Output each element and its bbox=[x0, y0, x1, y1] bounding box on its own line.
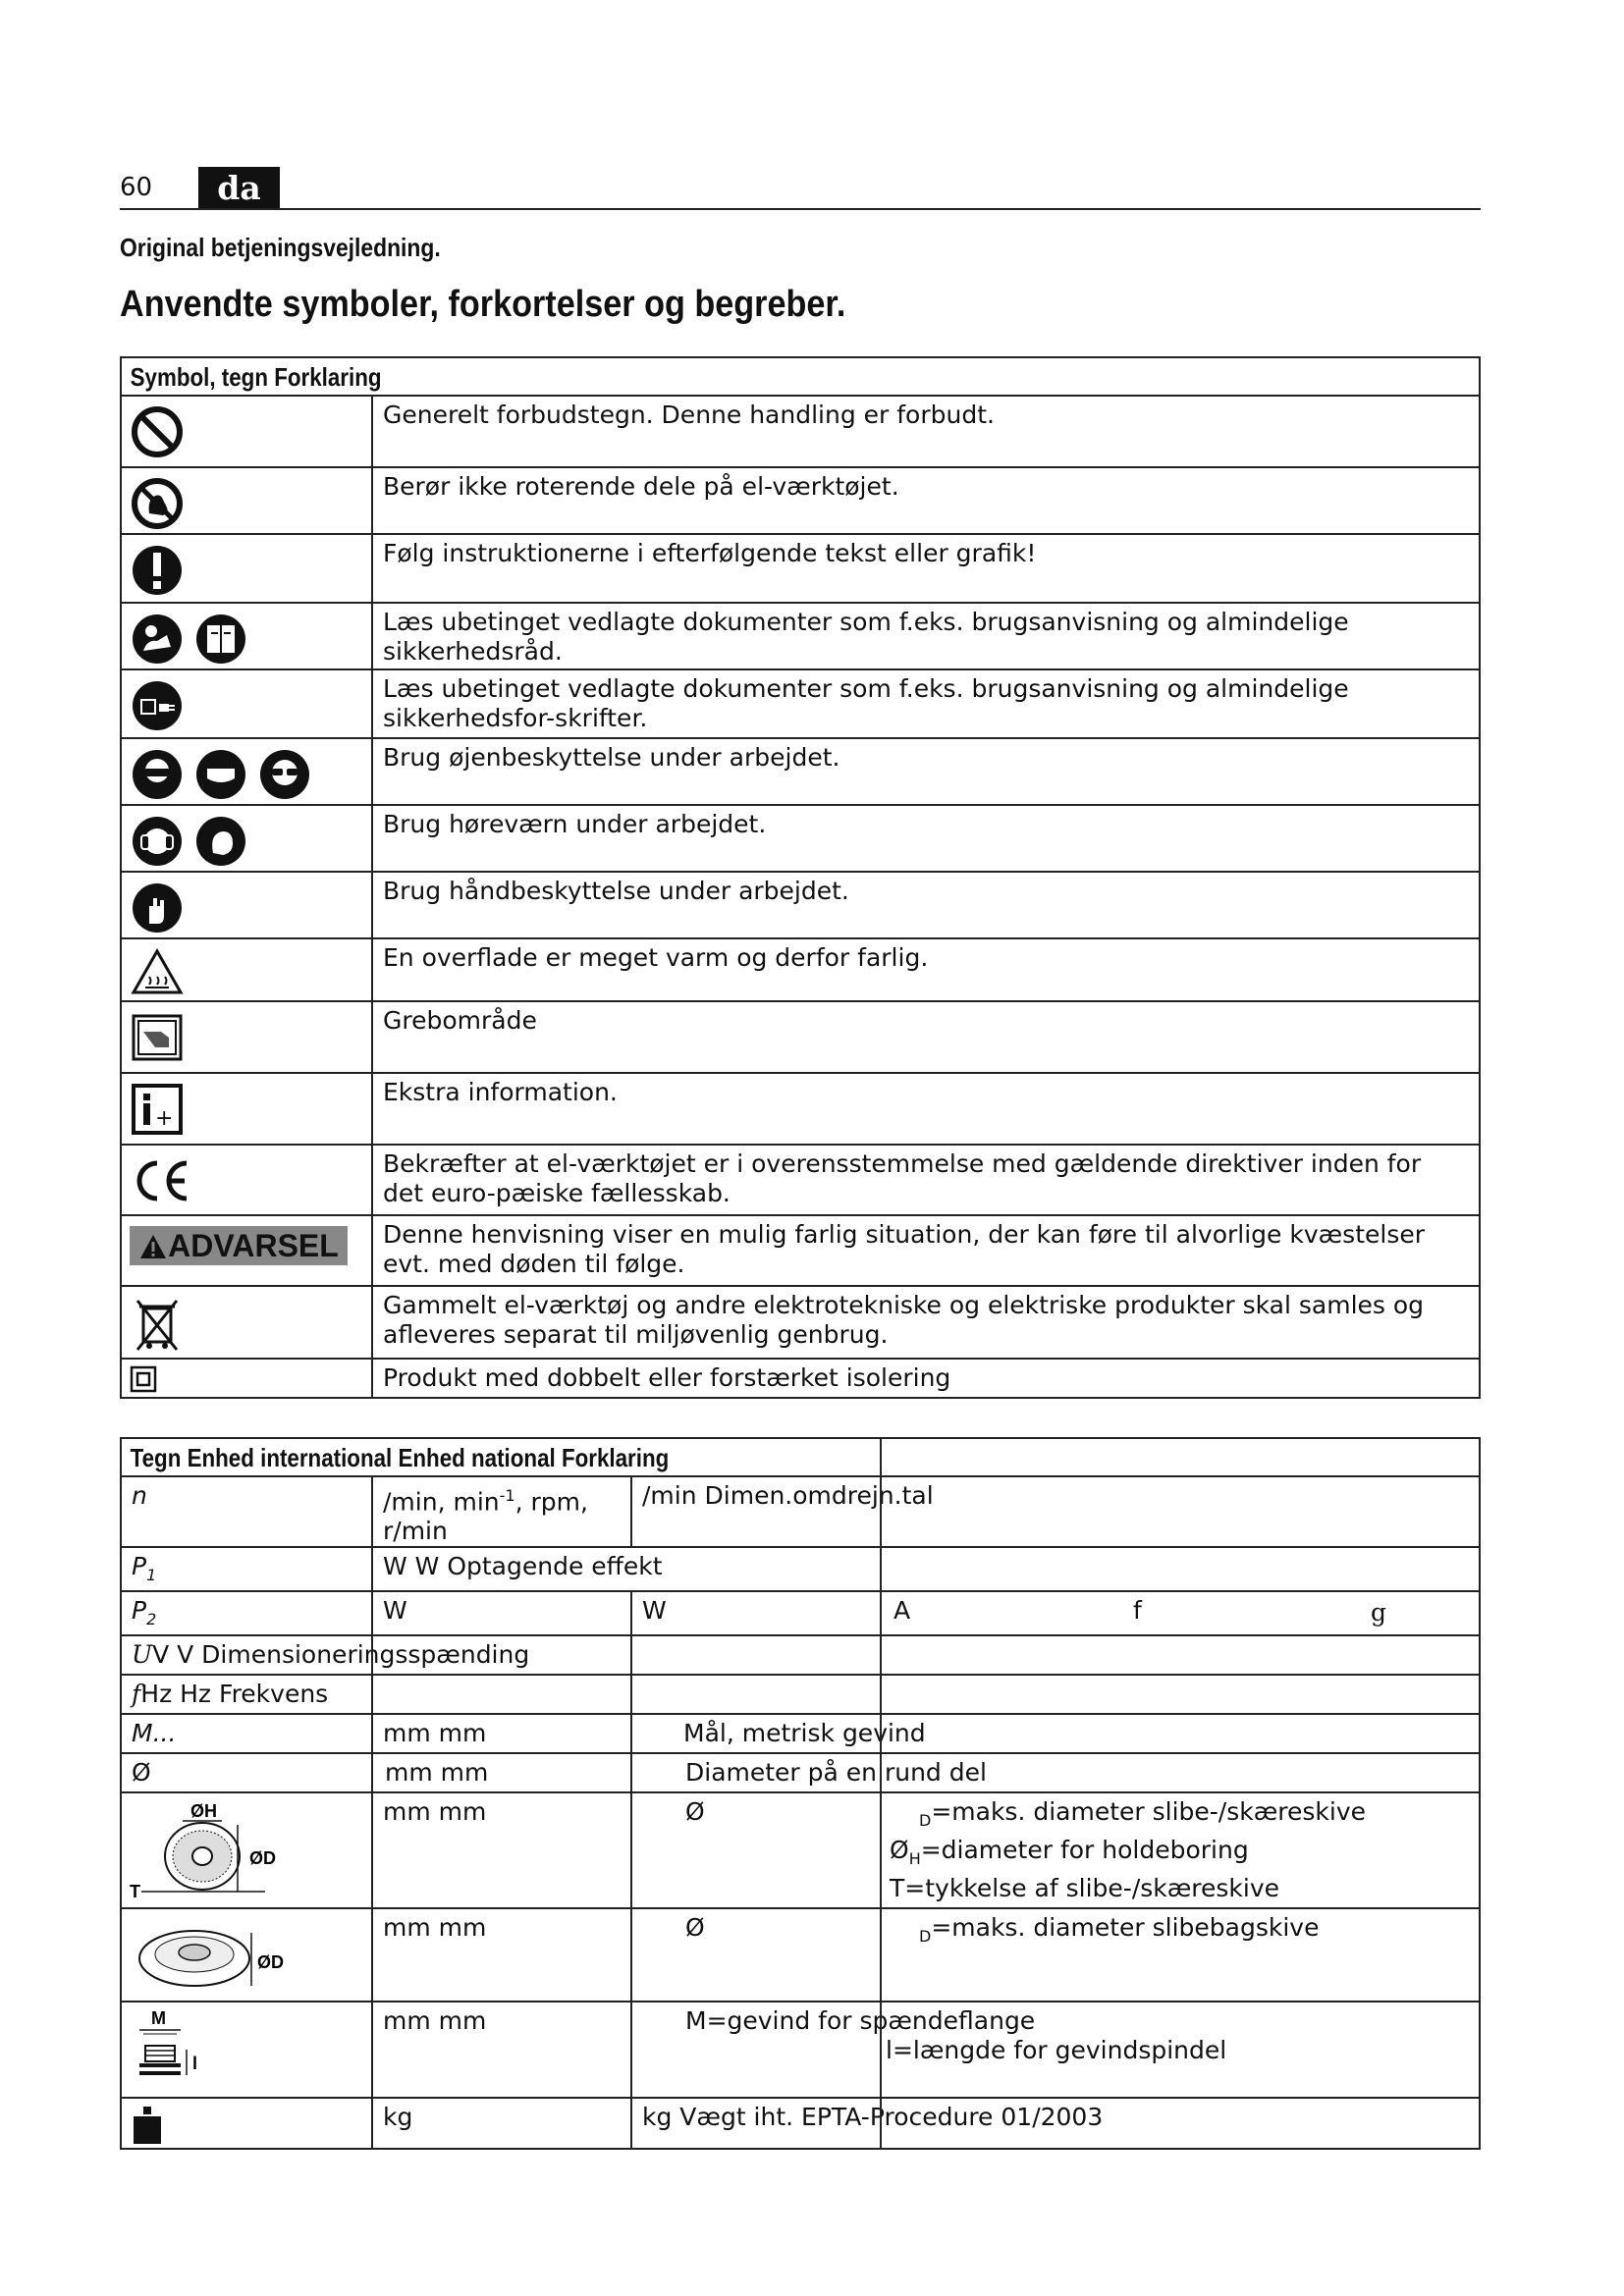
symbol-row bbox=[121, 872, 1480, 938]
unit-description: $_D$=maks. diameter slibe-/skæreskive $Ø_H=diameter$ for holdeboring T=tykkelse af slibe-/skæreskive bbox=[890, 1797, 1367, 1903]
symbol-description: Berør ikke roterende dele på el-værktøjet. bbox=[383, 472, 899, 501]
units-row bbox=[121, 1476, 1480, 1547]
fig-d-label: ØD bbox=[249, 1848, 276, 1869]
unit-sign: $P_1$ bbox=[132, 1552, 157, 1585]
symbols-table bbox=[120, 356, 1481, 1399]
unit-description: W W Optagende effekt bbox=[383, 1552, 663, 1581]
unit-international: mm mm bbox=[383, 2006, 487, 2036]
unit-international: /min, $\min^{-1}$, rpm, r/min bbox=[383, 1486, 588, 1546]
unit-sign: n bbox=[132, 1481, 147, 1510]
unplug-manual-icon bbox=[130, 678, 185, 733]
symbol-row bbox=[121, 1215, 1480, 1286]
advarsel-text: ADVARSEL bbox=[168, 1228, 339, 1263]
document-subtitle: Original betjeningsvejledning. bbox=[120, 233, 441, 262]
unit-symbol: Ø bbox=[685, 1797, 705, 1827]
svg-text:+: + bbox=[155, 1106, 174, 1131]
symbol-description: Ekstra information. bbox=[383, 1078, 618, 1106]
units-row bbox=[121, 1547, 1480, 1591]
face-shield-icon bbox=[193, 747, 248, 802]
fig-h-label: ØH bbox=[190, 1801, 217, 1822]
unit-description: kg Vægt iht. EPTA-Procedure 01/2003 bbox=[642, 2103, 1104, 2132]
earmuffs-icon bbox=[130, 814, 185, 869]
double-insulation-icon bbox=[130, 1365, 157, 1393]
language-badge: da bbox=[198, 167, 280, 208]
symbol-description: Bekræfter at el-værktøjet er i overensstemmelse med gældende direktiver inden for det euro-pæiske fællesskab. bbox=[383, 1149, 1422, 1207]
page-title: Anvendte symboler, forkortelser og begreber. bbox=[120, 284, 846, 325]
units-row bbox=[121, 1591, 1480, 1635]
symbol-description: Brug øjenbeskyttelse under arbejdet. bbox=[383, 743, 840, 772]
backing-pad-figure bbox=[130, 1917, 306, 1996]
unit-sign: Ø bbox=[132, 1758, 151, 1788]
unit-sign: M... bbox=[132, 1719, 177, 1748]
weee-bin-icon bbox=[130, 1295, 185, 1358]
read-manual-book-icon bbox=[193, 612, 248, 667]
symbol-description: Gammelt el-værktøj og andre elektrotekniske og elektriske produkter skal samles og afleveres separat til miljøvenlig genbrug. bbox=[383, 1291, 1425, 1349]
warning-triangle-icon bbox=[138, 1233, 168, 1260]
unit-extra-f: f bbox=[1133, 1596, 1142, 1626]
units-row bbox=[121, 1675, 1480, 1714]
unit-international: kg bbox=[383, 2103, 413, 2132]
unit-description: UV V Dimensioneringsspænding bbox=[132, 1640, 530, 1670]
unit-international: mm mm bbox=[385, 1758, 489, 1788]
units-row bbox=[121, 1635, 1480, 1675]
units-row bbox=[121, 2002, 1480, 2098]
symbol-row bbox=[121, 669, 1480, 738]
symbol-row bbox=[121, 805, 1480, 872]
symbol-description: En overflade er meget varm og derfor farlig. bbox=[383, 943, 929, 972]
symbol-description: Produkt med dobbelt eller forstærket isolering bbox=[383, 1363, 951, 1392]
symbol-description: Følg instruktionerne i efterfølgende tekst eller grafik! bbox=[383, 539, 1037, 567]
units-row bbox=[121, 1908, 1480, 2002]
grinding-disc-figure bbox=[128, 1797, 304, 1905]
symbol-description: Brug håndbeskyttelse under arbejdet. bbox=[383, 877, 849, 905]
unit-description: $_D$=maks. diameter slibebagskive bbox=[919, 1913, 1320, 1947]
symbol-description: Brug høreværn under arbejdet. bbox=[383, 810, 767, 838]
symbol-row bbox=[121, 938, 1480, 1001]
unit-international: mm mm bbox=[383, 1719, 487, 1748]
fig-d-label: ØD bbox=[257, 1952, 284, 1973]
prohibition-icon bbox=[130, 404, 185, 459]
page-header bbox=[120, 167, 1481, 210]
unit-extra-a: A bbox=[893, 1596, 911, 1626]
unit-international: W bbox=[383, 1596, 407, 1626]
glove-icon bbox=[130, 881, 185, 935]
units-row bbox=[121, 1714, 1480, 1753]
symbol-row bbox=[121, 738, 1480, 805]
symbol-row bbox=[121, 1145, 1480, 1215]
symbol-row bbox=[121, 603, 1480, 669]
symbols-table-header bbox=[121, 357, 1480, 396]
unit-international: mm mm bbox=[383, 1797, 487, 1827]
fig-t-label: T bbox=[130, 1882, 140, 1902]
info-icon bbox=[130, 1082, 185, 1137]
page-number: 60 bbox=[120, 173, 153, 202]
unit-description: M=gevind for spændeflange l=længde for gevindspindel bbox=[685, 2006, 1227, 2065]
no-touch-rotating-icon bbox=[130, 476, 185, 531]
unit-description: fHz Hz Frekvens bbox=[132, 1680, 329, 1709]
unit-extra-g: g bbox=[1371, 1598, 1387, 1628]
units-table-header bbox=[121, 1438, 1480, 1476]
hot-surface-icon bbox=[130, 947, 185, 996]
fig-l-label: l bbox=[192, 2054, 198, 2074]
goggles-icon bbox=[130, 747, 185, 802]
unit-description: Diameter på en rund del bbox=[685, 1758, 987, 1788]
units-row bbox=[121, 2098, 1480, 2149]
symbol-row bbox=[121, 1073, 1480, 1145]
unit-national: /min Dimen.omdrejn.tal bbox=[642, 1481, 934, 1510]
read-manual-person-icon bbox=[130, 612, 185, 667]
symbol-description: Læs ubetinget vedlagte dokumenter som f.eks. brugsanvisning og almindelige sikkerhedsfor-skrifter. bbox=[383, 674, 1349, 732]
exclamation-icon bbox=[130, 543, 185, 598]
symbol-description: Generelt forbudstegn. Denne handling er forbudt. bbox=[383, 400, 995, 429]
symbol-description: Læs ubetinget vedlagte dokumenter som f.eks. brugsanvisning og almindelige sikkerhedsråd. bbox=[383, 608, 1349, 666]
symbol-row bbox=[121, 1001, 1480, 1073]
fig-m-label: M bbox=[151, 2008, 166, 2029]
weight-icon bbox=[130, 2105, 165, 2146]
symbols-header-text: Symbol, tegn Forklaring bbox=[130, 362, 382, 392]
symbol-row bbox=[121, 467, 1480, 534]
units-row bbox=[121, 1792, 1480, 1908]
units-row bbox=[121, 1753, 1480, 1792]
ear-protection-icon bbox=[193, 814, 248, 869]
symbol-row bbox=[121, 1359, 1480, 1398]
units-table bbox=[120, 1437, 1481, 2150]
symbol-row bbox=[121, 534, 1480, 603]
thread-spindle-figure bbox=[130, 2006, 228, 2095]
symbol-row bbox=[121, 396, 1480, 467]
unit-international: mm mm bbox=[383, 1913, 487, 1943]
unit-description: Mål, metrisk gevind bbox=[683, 1719, 926, 1748]
safety-glasses-icon bbox=[257, 747, 312, 802]
ce-mark-icon bbox=[130, 1153, 192, 1208]
units-header-text: Tegn Enhed international Enhed national Forklaring bbox=[130, 1443, 670, 1472]
unit-national: W bbox=[642, 1596, 667, 1626]
symbol-row bbox=[121, 1286, 1480, 1359]
advarsel-label bbox=[130, 1226, 348, 1265]
grip-area-icon bbox=[130, 1010, 185, 1065]
unit-symbol: Ø bbox=[685, 1913, 705, 1943]
symbol-description: Grebområde bbox=[383, 1006, 537, 1035]
symbol-description: Denne henvisning viser en mulig farlig situation, der kan føre til alvorlige kvæstelser evt. med døden til følge. bbox=[383, 1220, 1426, 1278]
unit-sign: $P_2$ bbox=[132, 1596, 157, 1629]
